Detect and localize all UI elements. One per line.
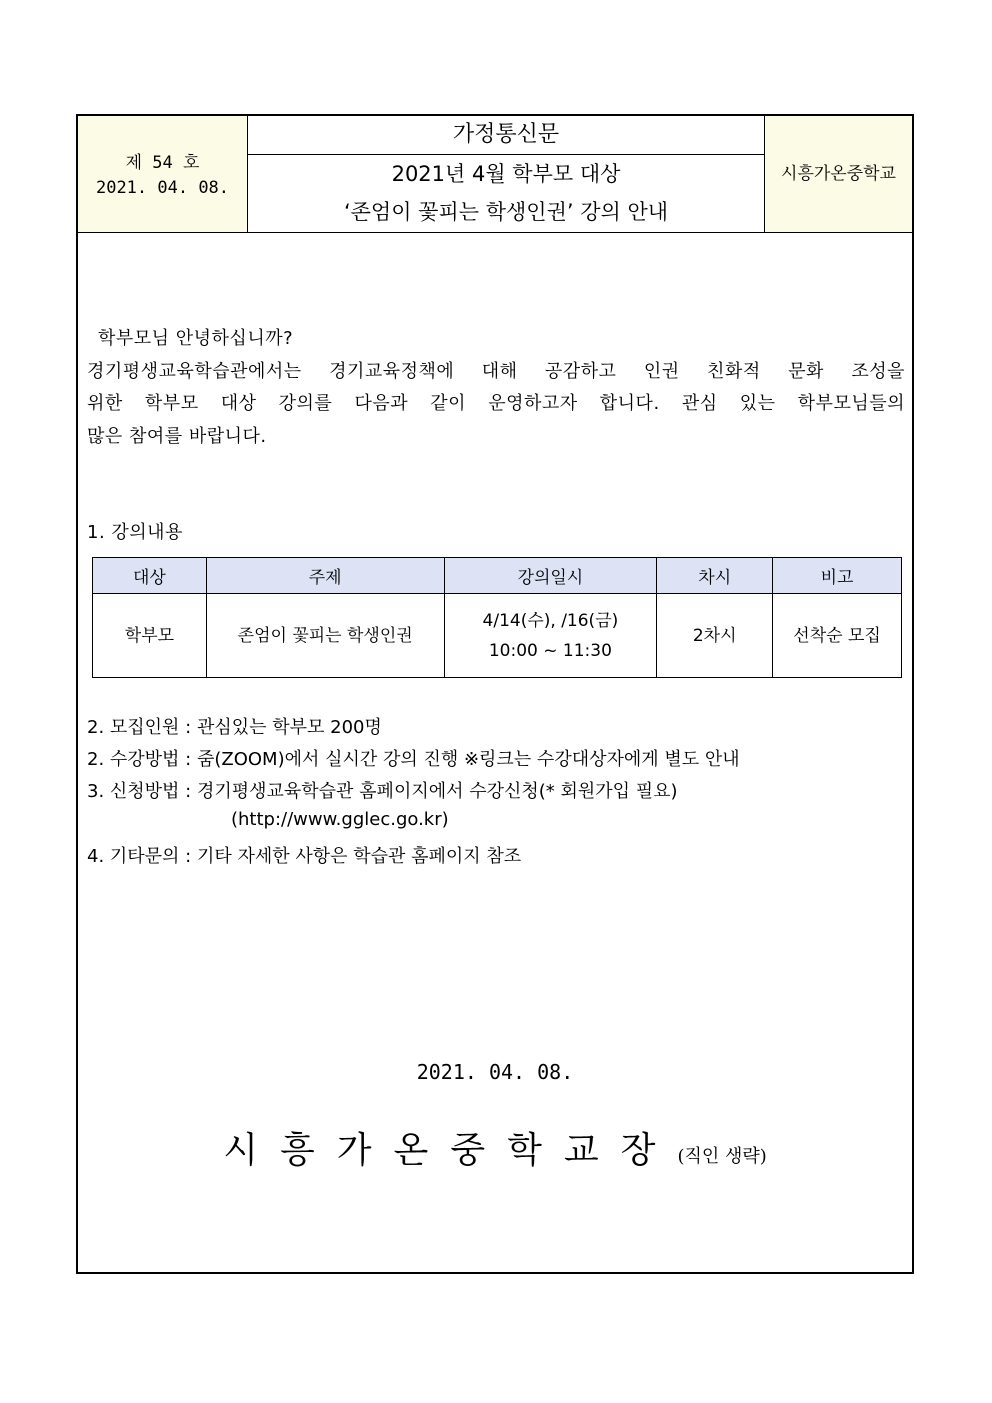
item-apply: 3. 신청방법 : 경기평생교육학습관 홈페이지에서 수강신청(* 회원가입 필요): [87, 781, 678, 802]
signature-date: 2021. 04. 08.: [416, 1060, 574, 1084]
item-apply-url[interactable]: (http://www.gglec.go.kr): [231, 809, 449, 830]
cell-note: 선착순 모집: [773, 594, 902, 678]
cell-datetime: [444, 594, 657, 678]
intro-line-2: 위한 학부모 대상 강의를 다음과 같이 운영하고자 합니다. 관심 있는 학부모님들의: [87, 393, 905, 414]
table-row: [93, 594, 902, 678]
signature: [78, 1122, 912, 1173]
title-box: [248, 116, 764, 232]
subject-line-2: ‘존엄이 꽃피는 학생인권’ 강의 안내: [343, 200, 669, 224]
seal-note: (직인 생략): [677, 1146, 767, 1167]
subject-line-1: 2021년 4월 학부모 대상: [391, 162, 621, 186]
datetime-time: 10:00 ~ 11:30: [488, 640, 612, 661]
datetime-days: 4/14(수), /16(금): [482, 610, 619, 631]
principal-name: 시흥가온중학교장: [223, 1130, 678, 1171]
newsletter-title: 가정통신문: [248, 116, 764, 155]
issue-date: 2021. 04. 08.: [95, 178, 230, 198]
intro-line-3: 많은 참여를 바랍니다.: [87, 426, 267, 447]
issue-box: [78, 116, 248, 232]
item-method: 2. 수강방법 : 줌(ZOOM)에서 실시간 강의 진행 ※링크는 수강대상자에게 별도 안내: [87, 749, 740, 770]
cell-sessions: 2차시: [657, 594, 773, 678]
header-topic: 주제: [206, 558, 444, 594]
header-note: 비고: [773, 558, 902, 594]
item-inquiry: 4. 기타문의 : 기타 자세한 사항은 학습관 홈페이지 참조: [87, 846, 522, 867]
intro-line-1: 경기평생교육학습관에서는 경기교육정책에 대해 공감하고 인권 친화적 문화 조성을: [87, 361, 905, 382]
newsletter-header: [78, 116, 912, 233]
school-name: 시흥가온중학교: [764, 116, 912, 232]
cell-topic: 존엄이 꽃피는 학생인권: [206, 594, 444, 678]
lecture-table: [92, 557, 902, 678]
newsletter-frame: [76, 114, 914, 1274]
issue-number: 제 54 호: [125, 153, 200, 173]
section-title: 1. 강의내용: [87, 522, 183, 543]
item-capacity: 2. 모집인원 : 관심있는 학부모 200명: [87, 717, 382, 738]
cell-target: 학부모: [93, 594, 207, 678]
greeting: 학부모님 안녕하십니까?: [98, 328, 294, 349]
header-target: 대상: [93, 558, 207, 594]
header-datetime: 강의일시: [444, 558, 657, 594]
header-sessions: 차시: [657, 558, 773, 594]
table-header-row: [93, 558, 902, 594]
